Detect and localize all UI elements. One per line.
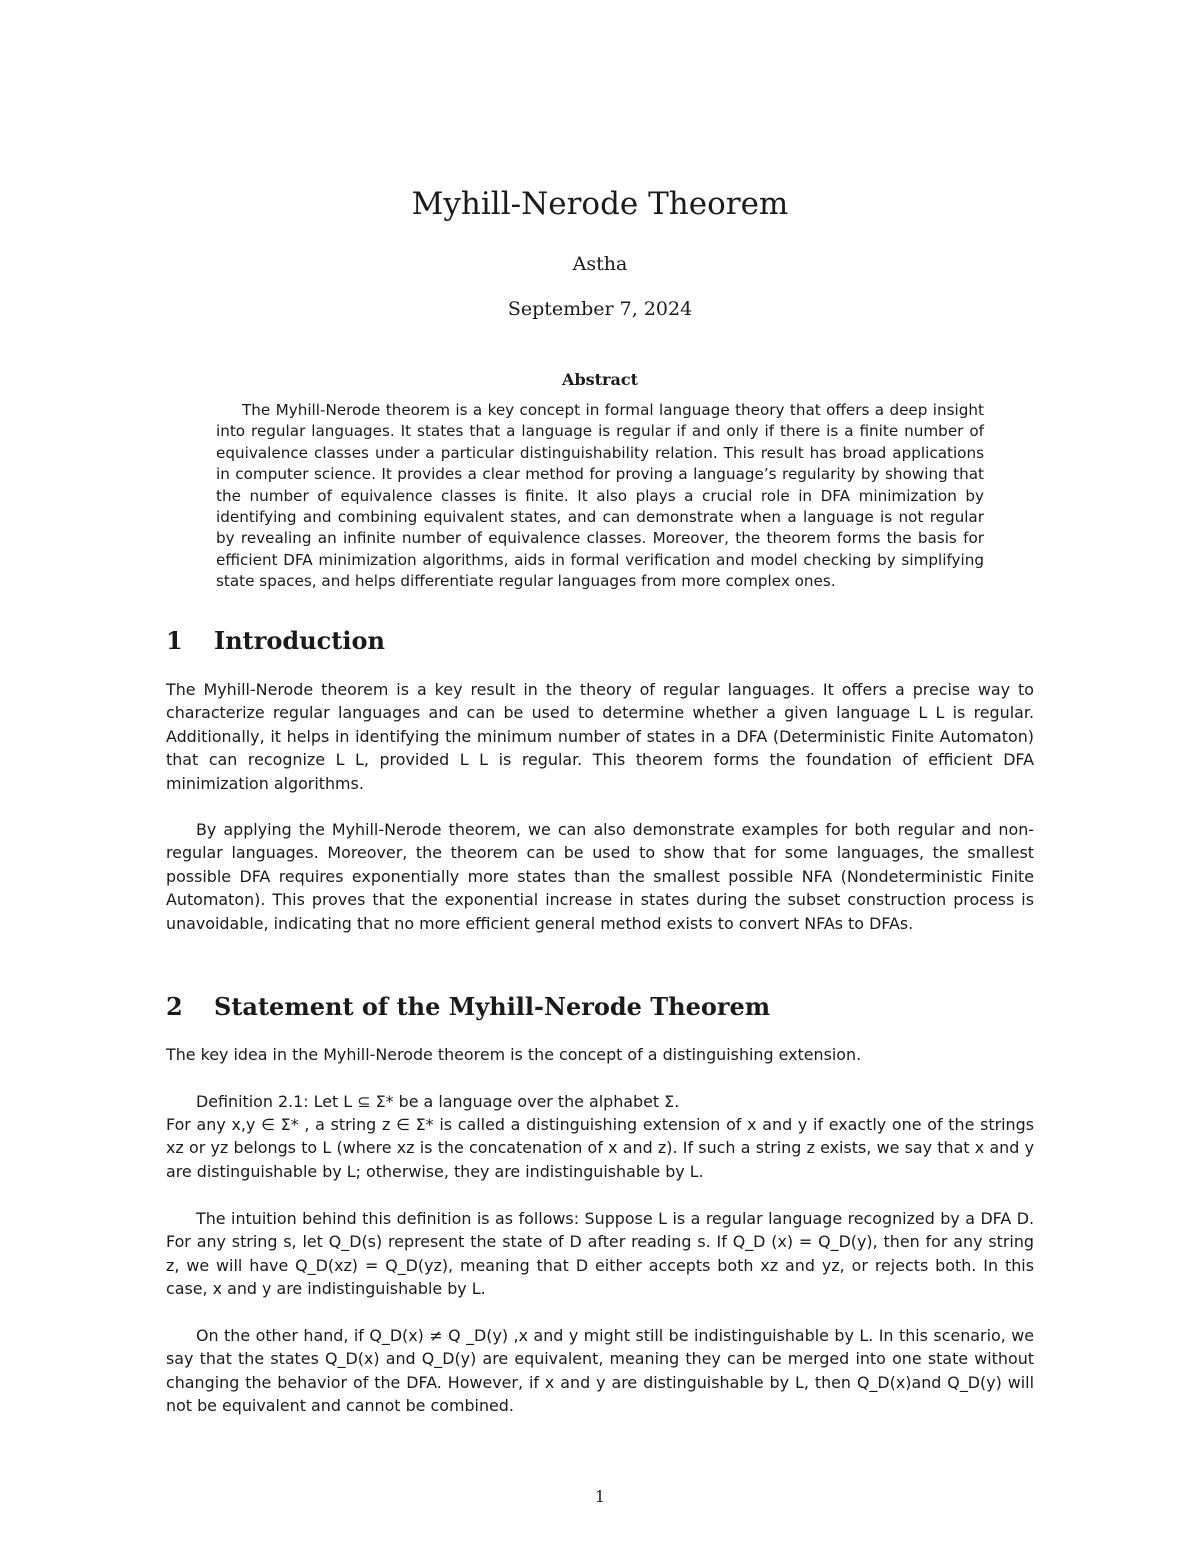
page-number: 1 xyxy=(594,1487,606,1506)
section-2-heading xyxy=(166,992,770,1021)
intuition-text: The intuition behind this definition is as follows: Suppose L is a regular language recognized by a DFA D. For any string s, let Q_D(s) represent the state of D after reading s. If Q_D (x) = Q_D(y), then for any string z, we will have Q_D(xz) = Q_D(yz), meaning that D either accepts both xz and yz, or rejects both. In this case, x and y are indistinguishable by L. xyxy=(166,1209,1034,1299)
paper-date: September 7, 2024 xyxy=(507,298,693,320)
section-title: Statement of the Myhill-Nerode Theorem xyxy=(214,992,771,1021)
section-1-heading xyxy=(166,626,385,655)
definition-line: Definition 2.1: Let L ⊆ Σ* be a language over the alphabet Σ. xyxy=(196,1092,680,1111)
section-number: 1 xyxy=(166,626,183,655)
equivalence-text: On the other hand, if Q_D(x) ≠ Q _D(y) ,x and y might still be indistinguishable by L. In this scenario, we say that the states Q_D(x) and Q_D(y) are equivalent, meaning they can be merged into one state without changing the behavior of the DFA. However, if x and y are distinguishable by L, then Q_D(x)and Q_D(y) will not be equivalent and cannot be combined. xyxy=(166,1326,1034,1416)
paper-author: Astha xyxy=(572,253,628,275)
section-title: Introduction xyxy=(214,626,385,655)
intro-paragraph-1: The Myhill-Nerode theorem is a key result in the theory of regular languages. It offers a precise way to characterize regular languages and can be used to determine whether a given language L L is regular. Additionally, it helps in identifying the minimum number of states in a DFA (Deterministic Finite Automaton) that can recognize L L, provided L L is regular. This theorem forms the foundation of efficient DFA minimization algorithms. xyxy=(166,680,1034,793)
intuition-paragraph xyxy=(166,1207,1034,1301)
paper-title: Myhill-Nerode Theorem xyxy=(411,186,789,222)
intro-paragraph-2: By applying the Myhill-Nerode theorem, we can also demonstrate examples for both regular and non-regular languages. Moreover, the theorem can be used to show that for some languages, the smallest possible DFA requires exponentially more states than the smallest possible NFA (Nondeterministic Finite Automaton). This proves that the exponential increase in states during the subset construction process is unavoidable, indicating that no more efficient general method exists to convert NFAs to DFAs. xyxy=(166,820,1034,933)
abstract-heading: Abstract xyxy=(562,370,638,389)
statement-paragraph-1: The key idea in the Myhill-Nerode theorem is the concept of a distinguishing extension. xyxy=(166,1045,862,1064)
equivalence-paragraph xyxy=(166,1324,1034,1418)
definition-body: For any x,y ∈ Σ* , a string z ∈ Σ* is called a distinguishing extension of x and y if exactly one of the strings xz or yz belongs to L (where xz is the concatenation of x and z). If such a string z exists, we say that x and y are distinguishable by L; otherwise, they are indistinguishable by L. xyxy=(166,1115,1034,1181)
section-number: 2 xyxy=(166,992,183,1021)
abstract-text: The Myhill-Nerode theorem is a key concept in formal language theory that offers a deep insight into regular languages. It states that a language is regular if and only if there is a finite number of equivalence classes under a particular distinguishability relation. This result has broad applications in computer science. It provides a clear method for proving a language’s regularity by showing that the number of equivalence classes is finite. It also plays a crucial role in DFA minimization by identifying and combining equivalent states, and can demonstrate when a language is not regular by revealing an infinite number of equivalence classes. Moreover, the theorem forms the basis for efficient DFA minimization algorithms, aids in formal verification and model checking by simplifying state spaces, and helps differentiate regular languages from more complex ones. xyxy=(216,401,984,591)
